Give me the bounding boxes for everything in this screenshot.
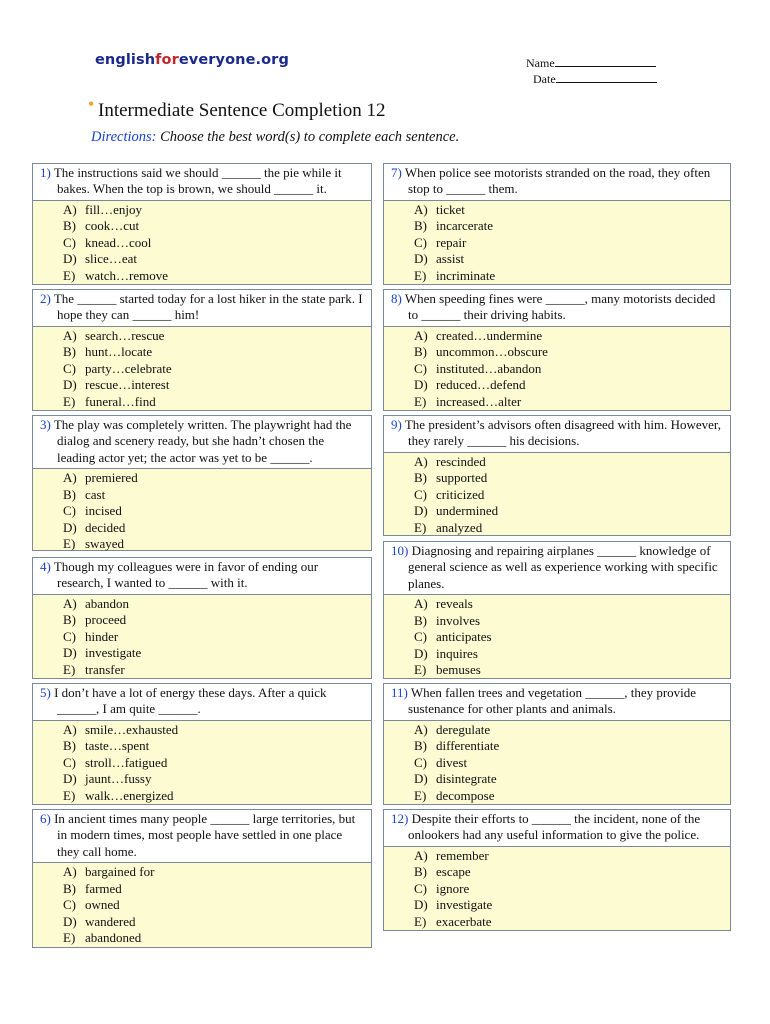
question-stem	[384, 810, 730, 846]
option-letter: D)	[63, 913, 77, 929]
answer-option[interactable]	[384, 881, 730, 898]
option-letter: C)	[63, 234, 76, 250]
directions-text: Choose the best word(s) to complete each sentence.	[160, 129, 460, 145]
answer-option[interactable]	[384, 596, 730, 613]
site-logo-part2: for	[155, 52, 179, 68]
answer-option[interactable]	[384, 377, 730, 394]
question-7	[383, 163, 731, 285]
options-list	[384, 452, 730, 535]
question-stem	[33, 164, 371, 200]
option-text: swayed	[85, 536, 124, 552]
question-text: Despite their efforts to ______ the incident, none of the onlookers had any useful information to give the police.	[408, 811, 701, 843]
question-number: 1)	[40, 165, 51, 180]
question-text: When speeding fines were ______, many motorists decided to ______ their driving habits.	[404, 291, 716, 323]
option-letter: A)	[414, 201, 428, 217]
option-text: uncommon…obscure	[436, 344, 548, 360]
question-9	[383, 415, 731, 536]
option-text: party…celebrate	[85, 360, 172, 376]
answer-option[interactable]	[384, 914, 730, 931]
option-letter: E)	[63, 787, 76, 803]
options-list	[33, 862, 371, 947]
option-text: watch…remove	[85, 267, 169, 283]
answer-option[interactable]	[33, 328, 371, 345]
answer-option[interactable]	[33, 645, 371, 662]
option-letter: A)	[63, 721, 77, 737]
answer-option[interactable]	[33, 536, 371, 553]
option-text: hinder	[85, 628, 119, 644]
answer-option[interactable]	[33, 235, 371, 252]
option-letter: C)	[414, 880, 427, 896]
answer-option[interactable]	[384, 771, 730, 788]
option-letter: E)	[414, 267, 427, 283]
answer-option[interactable]	[384, 755, 730, 772]
option-letter: A)	[63, 327, 77, 343]
answer-option[interactable]	[384, 864, 730, 881]
answer-option[interactable]	[384, 897, 730, 914]
option-letter: B)	[414, 344, 427, 360]
options-list	[33, 594, 371, 678]
answer-option[interactable]	[384, 218, 730, 235]
options-list	[33, 326, 371, 410]
option-letter: B)	[63, 486, 76, 502]
question-number: 8)	[391, 291, 402, 306]
option-letter: C)	[63, 628, 76, 644]
option-letter: B)	[414, 218, 427, 234]
option-text: created…undermine	[436, 327, 543, 343]
option-text: decided	[85, 519, 126, 535]
answer-option[interactable]	[33, 771, 371, 788]
answer-option[interactable]	[33, 251, 371, 268]
option-text: bemuses	[436, 662, 481, 678]
option-letter: D)	[63, 771, 77, 787]
option-text: differentiate	[436, 738, 500, 754]
option-text: incriminate	[436, 267, 496, 283]
option-letter: D)	[63, 645, 77, 661]
option-letter: E)	[414, 787, 427, 803]
question-number: 12)	[391, 811, 409, 826]
option-letter: D)	[414, 251, 428, 267]
option-text: rescinded	[436, 453, 486, 469]
option-letter: A)	[63, 864, 77, 880]
question-stem	[33, 684, 371, 720]
question-8	[383, 289, 731, 411]
option-text: repair	[436, 234, 467, 250]
question-stem	[33, 810, 371, 862]
option-text: rescue…interest	[85, 377, 170, 393]
option-letter: B)	[63, 612, 76, 628]
option-letter: A)	[414, 721, 428, 737]
option-letter: D)	[414, 377, 428, 393]
answer-option[interactable]	[33, 881, 371, 898]
answer-option[interactable]	[33, 788, 371, 805]
option-letter: A)	[414, 596, 428, 612]
question-number: 2)	[40, 291, 51, 306]
answer-option[interactable]	[33, 487, 371, 504]
question-text: When fallen trees and vegetation ______, they provide sustenance for other plants and animals.	[408, 685, 697, 717]
answer-option[interactable]	[33, 503, 371, 520]
options-list	[33, 720, 371, 804]
option-letter: E)	[63, 393, 76, 409]
date-label: Date	[533, 72, 556, 86]
option-letter: C)	[63, 360, 76, 376]
question-text: The president’s advisors often disagreed with him. However, they rarely ______ his decisions.	[404, 417, 721, 449]
option-text: owned	[85, 897, 120, 913]
answer-option[interactable]	[33, 268, 371, 285]
option-text: reveals	[436, 596, 473, 612]
option-letter: C)	[414, 486, 427, 502]
options-list	[33, 200, 371, 284]
option-text: escape	[436, 864, 471, 880]
option-letter: E)	[414, 662, 427, 678]
answer-option[interactable]	[33, 394, 371, 411]
option-letter: D)	[414, 645, 428, 661]
option-text: criticized	[436, 486, 485, 502]
option-text: funeral…find	[85, 393, 156, 409]
option-letter: B)	[414, 738, 427, 754]
option-text: jaunt…fussy	[85, 771, 152, 787]
date-field[interactable]	[533, 71, 657, 87]
question-number: 6)	[40, 811, 51, 826]
question-6	[32, 809, 372, 948]
option-text: taste…spent	[85, 738, 150, 754]
options-list	[384, 720, 730, 804]
site-logo-part3: everyone.org	[178, 52, 289, 68]
question-stem	[33, 558, 371, 594]
answer-option[interactable]	[33, 520, 371, 537]
options-list	[384, 326, 730, 410]
question-12	[383, 809, 731, 931]
question-text: Diagnosing and repairing airplanes ______ knowledge of general science as well as experience working with specific planes.	[408, 543, 718, 591]
option-text: incarcerate	[436, 218, 494, 234]
answer-option[interactable]	[384, 662, 730, 679]
option-text: wandered	[85, 913, 136, 929]
option-letter: B)	[63, 738, 76, 754]
question-text: Though my colleagues were in favor of ending our research, I wanted to ______ with it.	[53, 559, 319, 591]
question-stem	[384, 542, 730, 594]
option-letter: E)	[414, 913, 427, 929]
option-letter: E)	[414, 393, 427, 409]
option-letter: C)	[414, 629, 427, 645]
answer-option[interactable]	[384, 503, 730, 520]
option-text: increased…alter	[436, 393, 522, 409]
option-letter: D)	[63, 377, 77, 393]
option-text: abandoned	[85, 930, 142, 946]
option-text: knead…cool	[85, 234, 152, 250]
option-letter: D)	[414, 897, 428, 913]
name-line[interactable]	[555, 55, 656, 67]
answer-option[interactable]	[384, 454, 730, 471]
answer-option[interactable]	[384, 235, 730, 252]
question-1	[32, 163, 372, 285]
page-title: Intermediate Sentence Completion 12	[98, 100, 386, 121]
option-letter: D)	[63, 519, 77, 535]
option-letter: A)	[63, 201, 77, 217]
answer-option[interactable]	[33, 344, 371, 361]
option-letter: B)	[63, 218, 76, 234]
option-text: decompose	[436, 787, 495, 803]
option-letter: E)	[63, 661, 76, 677]
question-text: I don’t have a lot of energy these days. After a quick ______, I am quite ______.	[54, 685, 327, 717]
question-10	[383, 541, 731, 679]
option-letter: A)	[414, 327, 428, 343]
answer-option[interactable]	[384, 470, 730, 487]
answer-option[interactable]	[33, 914, 371, 931]
question-text: The instructions said we should ______ the pie while it bakes. When the top is brown, we should ______ it.	[53, 165, 342, 197]
option-text: abandon	[85, 595, 130, 611]
answer-option[interactable]	[33, 218, 371, 235]
option-text: hunt…locate	[85, 344, 153, 360]
answer-option[interactable]	[33, 897, 371, 914]
answer-option[interactable]	[33, 377, 371, 394]
option-letter: A)	[63, 470, 77, 486]
question-stem	[33, 416, 371, 468]
answer-option[interactable]	[33, 930, 371, 947]
answer-option[interactable]	[33, 612, 371, 629]
answer-option[interactable]	[384, 251, 730, 268]
answer-option[interactable]	[33, 864, 371, 881]
answer-option[interactable]	[384, 788, 730, 805]
question-number: 3)	[40, 417, 51, 432]
answer-option[interactable]	[33, 202, 371, 219]
date-line[interactable]	[556, 71, 657, 83]
options-list	[33, 468, 371, 550]
option-text: slice…eat	[85, 251, 137, 267]
options-list	[384, 594, 730, 678]
answer-option[interactable]	[384, 487, 730, 504]
name-field[interactable]	[526, 55, 656, 71]
question-number: 5)	[40, 685, 51, 700]
option-text: analyzed	[436, 519, 483, 535]
option-text: reduced…defend	[436, 377, 526, 393]
question-number: 11)	[391, 685, 408, 700]
question-2	[32, 289, 372, 411]
option-letter: C)	[414, 234, 427, 250]
option-letter: B)	[414, 470, 427, 486]
bullet-icon: •	[88, 94, 95, 114]
answer-option[interactable]	[384, 613, 730, 630]
option-letter: A)	[63, 595, 77, 611]
question-text: The ______ started today for a lost hiker in the state park. I hope they can ______ him!	[53, 291, 363, 323]
option-text: walk…energized	[85, 787, 174, 803]
site-logo	[95, 52, 289, 68]
option-text: farmed	[85, 880, 122, 896]
answer-option[interactable]	[33, 738, 371, 755]
directions-label: Directions:	[91, 129, 157, 145]
option-letter: B)	[63, 880, 76, 896]
option-text: cast	[85, 486, 106, 502]
option-text: fill…enjoy	[85, 201, 143, 217]
option-text: ignore	[436, 880, 470, 896]
site-logo-part1: english	[95, 52, 156, 68]
answer-option[interactable]	[384, 738, 730, 755]
answer-option[interactable]	[33, 596, 371, 613]
question-stem	[384, 290, 730, 326]
answer-option[interactable]	[384, 328, 730, 345]
option-text: assist	[436, 251, 465, 267]
question-4	[32, 557, 372, 679]
answer-option[interactable]	[33, 755, 371, 772]
option-text: involves	[436, 612, 481, 628]
answer-option[interactable]	[384, 202, 730, 219]
option-text: stroll…fatigued	[85, 754, 168, 770]
option-text: bargained for	[85, 864, 155, 880]
option-text: instituted…abandon	[436, 360, 542, 376]
option-text: undermined	[436, 503, 499, 519]
question-number: 10)	[391, 543, 409, 558]
option-text: premiered	[85, 470, 138, 486]
question-3	[32, 415, 372, 551]
question-number: 9)	[391, 417, 402, 432]
option-letter: E)	[63, 267, 76, 283]
question-stem	[33, 290, 371, 326]
answer-option[interactable]	[384, 520, 730, 537]
option-text: transfer	[85, 661, 125, 677]
answer-option[interactable]	[384, 394, 730, 411]
answer-option[interactable]	[384, 268, 730, 285]
directions	[91, 129, 459, 146]
option-text: search…rescue	[85, 327, 165, 343]
option-letter: C)	[63, 503, 76, 519]
answer-option[interactable]	[384, 646, 730, 663]
option-text: ticket	[436, 201, 465, 217]
option-text: incised	[85, 503, 122, 519]
option-text: investigate	[436, 897, 493, 913]
option-letter: B)	[63, 344, 76, 360]
option-letter: E)	[414, 519, 427, 535]
option-letter: C)	[63, 897, 76, 913]
options-list	[384, 846, 730, 930]
answer-option[interactable]	[384, 361, 730, 378]
option-letter: C)	[63, 754, 76, 770]
question-stem	[384, 164, 730, 200]
answer-option[interactable]	[384, 722, 730, 739]
option-text: deregulate	[436, 721, 491, 737]
option-letter: A)	[414, 847, 428, 863]
option-text: inquires	[436, 645, 478, 661]
option-letter: B)	[414, 864, 427, 880]
question-stem	[384, 684, 730, 720]
option-text: exacerbate	[436, 913, 492, 929]
answer-option[interactable]	[33, 662, 371, 679]
answer-option[interactable]	[33, 361, 371, 378]
answer-option[interactable]	[33, 722, 371, 739]
option-letter: C)	[414, 754, 427, 770]
option-text: smile…exhausted	[85, 721, 179, 737]
question-number: 7)	[391, 165, 402, 180]
name-label: Name	[526, 56, 555, 70]
option-text: divest	[436, 754, 468, 770]
option-letter: A)	[414, 453, 428, 469]
option-text: remember	[436, 847, 489, 863]
question-stem	[384, 416, 730, 452]
question-11	[383, 683, 731, 805]
answer-option[interactable]	[33, 629, 371, 646]
option-text: proceed	[85, 612, 127, 628]
option-text: supported	[436, 470, 488, 486]
question-5	[32, 683, 372, 805]
answer-option[interactable]	[33, 470, 371, 487]
answer-option[interactable]	[384, 344, 730, 361]
option-text: disintegrate	[436, 771, 497, 787]
option-text: cook…cut	[85, 218, 140, 234]
answer-option[interactable]	[384, 848, 730, 865]
options-list	[384, 200, 730, 284]
option-letter: B)	[414, 612, 427, 628]
question-text: In ancient times many people ______ large territories, but in modern times, most people have settled in one place they call home.	[54, 811, 356, 859]
answer-option[interactable]	[384, 629, 730, 646]
question-number: 4)	[40, 559, 51, 574]
option-text: anticipates	[436, 629, 492, 645]
question-text: The play was completely written. The playwright had the dialog and scenery ready, but she hadn’t chosen the leading actor yet; the actor was yet to be ______.	[53, 417, 352, 465]
option-letter: D)	[63, 251, 77, 267]
option-letter: E)	[63, 536, 76, 552]
option-letter: C)	[414, 360, 427, 376]
question-text: When police see motorists stranded on the road, they often stop to ______ them.	[404, 165, 711, 197]
option-letter: E)	[63, 930, 76, 946]
option-text: investigate	[85, 645, 142, 661]
option-letter: D)	[414, 771, 428, 787]
option-letter: D)	[414, 503, 428, 519]
